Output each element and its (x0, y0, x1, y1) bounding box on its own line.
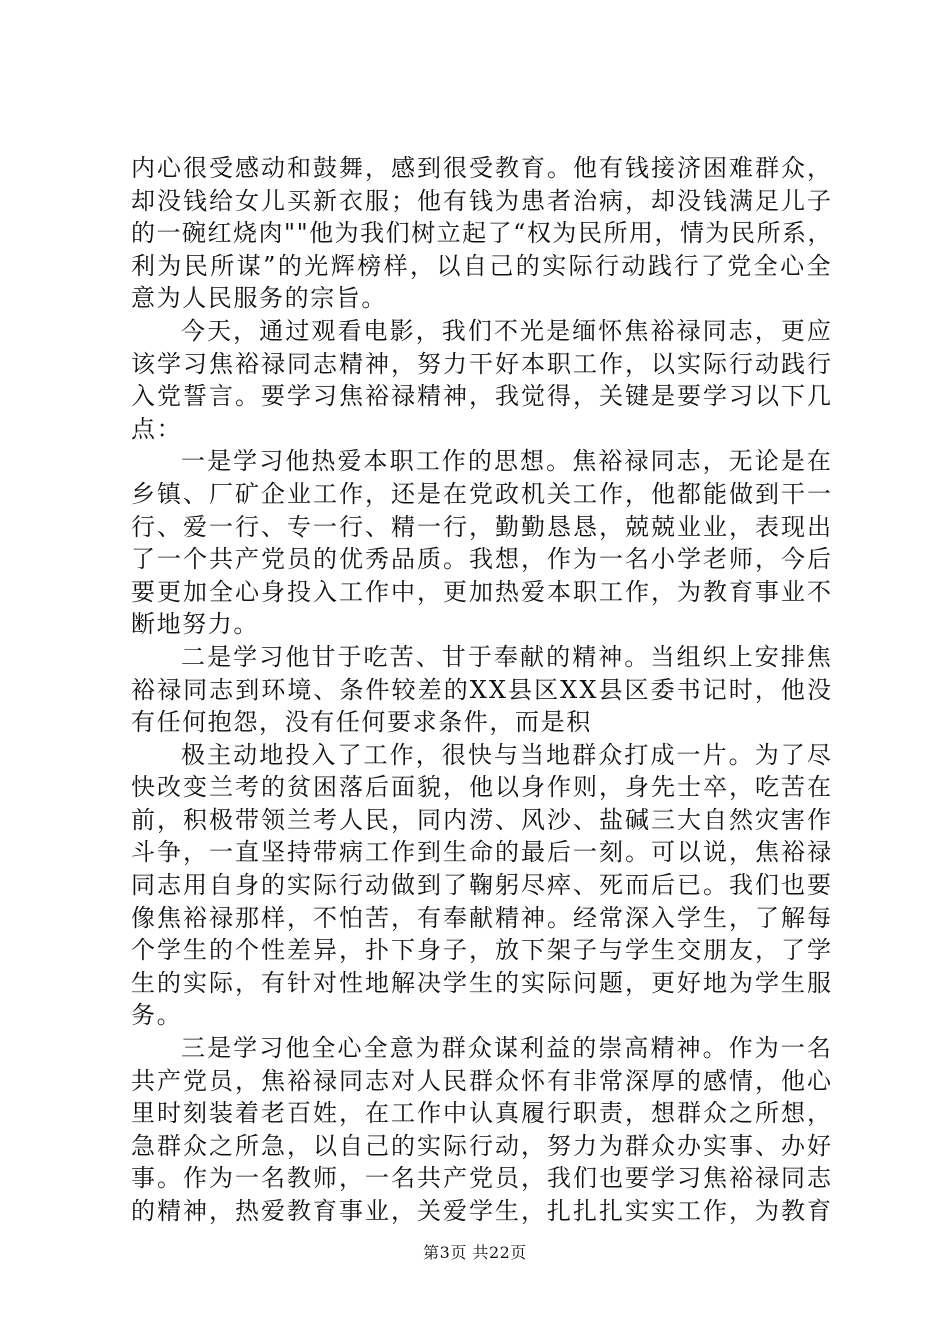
text-line: 同志用自身的实际行动做到了鞠躬尽瘁、死而后已。我们也要 (131, 871, 833, 900)
text-line: 有任何抱怨，没有任何要求条件，而是积 (131, 708, 592, 737)
text-line: 像焦裕禄那样，不怕苦，有奉献精神。经常深入学生，了解每 (131, 903, 833, 932)
text-line: 入党誓言。要学习焦裕禄精神，我觉得，关键是要学习以下几 (131, 382, 833, 411)
text-line: 急群众之所急，以自己的实际行动，努力为群众办实事、办好 (131, 1131, 833, 1160)
text-line: 里时刻装着老百姓，在工作中认真履行职责，想群众之所想， (131, 1099, 833, 1128)
text-line: 二是学习他甘于吃苦、甘于奉献的精神。当组织上安排焦 (181, 642, 833, 671)
text-line: 断地努力。 (131, 610, 259, 639)
text-line: 今天，通过观看电影，我们不光是缅怀焦裕禄同志，更应 (181, 316, 833, 345)
page-footer: 第3页 共22页 (423, 1243, 527, 1262)
document-body (131, 152, 833, 1228)
text-line: 生的实际，有针对性地解决学生的实际问题，更好地为学生服 (131, 968, 833, 997)
text-line: 行、爱一行、专一行、精一行，勤勤恳恳，兢兢业业，表现出 (131, 512, 833, 541)
text-line: 极主动地投入了工作，很快与当地群众打成一片。为了尽 (181, 740, 833, 769)
text-line: 乡镇、厂矿企业工作，还是在党政机关工作，他都能做到干一 (131, 479, 833, 508)
text-line: 利为民所谋”的光辉榜样，以自己的实际行动践行了党全心全 (131, 251, 833, 280)
text-line: 事。作为一名教师，一名共产党员，我们也要学习焦裕禄同志 (131, 1164, 833, 1193)
text-line: 共产党员，焦裕禄同志对人民群众怀有非常深厚的感情，他心 (131, 1066, 833, 1095)
text-line: 意为人民服务的宗旨。 (131, 284, 387, 313)
text-line: 该学习焦裕禄同志精神，努力干好本职工作，以实际行动践行 (131, 349, 833, 378)
text-line: 的精神，热爱教育事业，关爱学生，扎扎扎实实工作，为教育 (131, 1197, 833, 1225)
text-line: 一是学习他热爱本职工作的思想。焦裕禄同志，无论是在 (181, 447, 833, 476)
text-line: 内心很受感动和鼓舞，感到很受教育。他有钱接济困难群众， (131, 154, 833, 182)
text-line: 斗争，一直坚持带病工作到生命的最后一刻。可以说，焦裕禄 (131, 838, 833, 867)
text-line: 务。 (131, 1001, 183, 1030)
text-line: 前，积极带领兰考人民，同内涝、风沙、盐碱三大自然灾害作 (131, 805, 833, 834)
text-line: 快改变兰考的贫困落后面貌，他以身作则，身先士卒，吃苦在 (131, 773, 833, 802)
text-line: 却没钱给女儿买新衣服；他有钱为患者治病，却没钱满足儿子 (131, 186, 833, 215)
text-line: 要更加全心身投入工作中，更加热爱本职工作，为教育事业不 (131, 577, 833, 606)
text-line: 点： (131, 414, 183, 443)
text-line: 了一个共产党员的优秀品质。我想，作为一名小学老师，今后 (131, 545, 833, 574)
text-line: 的一碗红烧肉""他为我们树立起了“权为民所用，情为民所系， (131, 219, 833, 248)
text-line: 个学生的个性差异，扑下身子，放下架子与学生交朋友，了学 (131, 936, 833, 965)
text-line: 三是学习他全心全意为群众谋利益的崇高精神。作为一名 (181, 1034, 833, 1063)
text-line: 裕禄同志到环境、条件较差的XX县区XX县区委书记时，他没 (131, 675, 833, 704)
